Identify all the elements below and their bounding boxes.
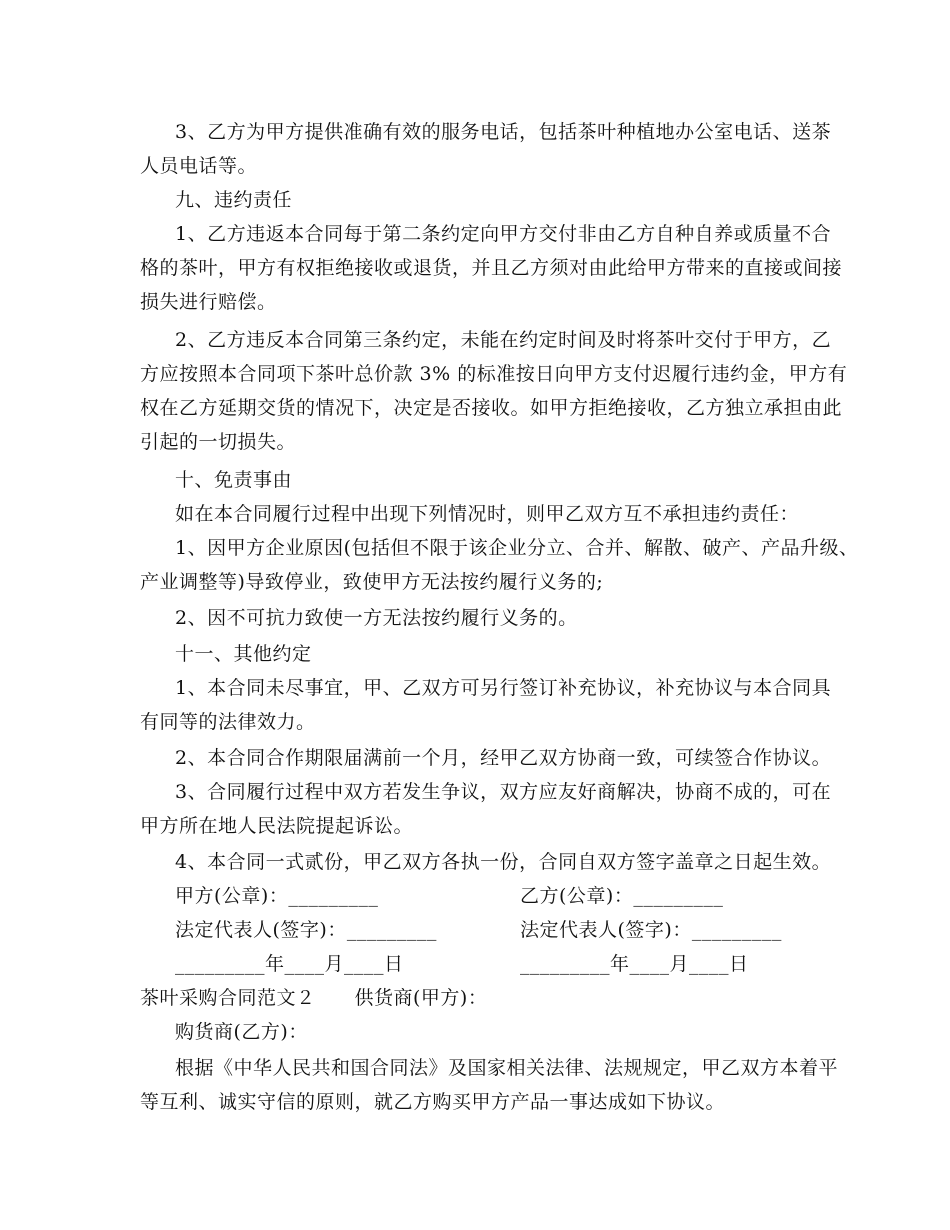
section-heading-10: 十、免责事由 bbox=[175, 469, 293, 491]
buyer-line: 购货商(乙方)： bbox=[175, 1021, 308, 1043]
paragraph-line: 3、合同履行过程中双方若发生争议，双方应友好商解决，协商不成的，可在 bbox=[175, 781, 832, 803]
party-a-seal: 甲方(公章)：_________ bbox=[175, 885, 379, 907]
paragraph-line: 有同等的法律效力。 bbox=[140, 711, 316, 733]
paragraph-line: 甲方所在地人民法院提起诉讼。 bbox=[140, 815, 414, 837]
paragraph-line: 2、本合同合作期限届满前一个月，经甲乙双方协商一致，可续签合作协议。 bbox=[175, 747, 832, 769]
section-heading-9: 九、违约责任 bbox=[175, 189, 293, 211]
paragraph-line: 1、因甲方企业原因(包括但不限于该企业分立、合并、解散、破产、产品升级、 bbox=[175, 537, 859, 559]
paragraph-line: 方应按照本合同项下茶叶总价款 3% 的标准按日向甲方支付迟履行违约金，甲方有 bbox=[140, 363, 848, 385]
party-b-seal: 乙方(公章)：_________ bbox=[520, 885, 724, 907]
second-contract-title: 茶叶采购合同范文２ 供货商(甲方)： bbox=[140, 987, 488, 1009]
party-a-representative: 法定代表人(签字)：_________ bbox=[175, 919, 437, 941]
paragraph-line: 格的茶叶，甲方有权拒绝接收或退货，并且乙方须对由此给甲方带来的直接或间接 bbox=[140, 257, 843, 279]
paragraph-line: 人员电话等。 bbox=[140, 155, 258, 177]
paragraph-line: 产业调整等)导致停业，致使甲方无法按约履行义务的; bbox=[140, 571, 604, 593]
paragraph-line: 权在乙方延期交货的情况下，决定是否接收。如甲方拒绝接收，乙方独立承担由此 bbox=[140, 397, 843, 419]
paragraph-line: 等互利、诚实守信的原则，就乙方购买甲方产品一事达成如下协议。 bbox=[140, 1091, 726, 1113]
party-b-date: _________年____月____日 bbox=[520, 953, 749, 975]
paragraph-line: 引起的一切损失。 bbox=[140, 431, 297, 453]
paragraph-line: 如在本合同履行过程中出现下列情况时，则甲乙双方互不承担违约责任： bbox=[175, 503, 800, 525]
paragraph-line: 1、本合同未尽事宜，甲、乙双方可另行签订补充协议，补充协议与本合同具 bbox=[175, 677, 832, 699]
paragraph-line: 损失进行赔偿。 bbox=[140, 291, 277, 313]
paragraph-line: 3、乙方为甲方提供准确有效的服务电话，包括茶叶种植地办公室电话、送茶 bbox=[175, 121, 832, 143]
party-b-representative: 法定代表人(签字)：_________ bbox=[520, 919, 782, 941]
paragraph-line: 4、本合同一式贰份，甲乙双方各执一份，合同自双方签字盖章之日起生效。 bbox=[175, 851, 832, 873]
paragraph-line: 2、因不可抗力致使一方无法按约履行义务的。 bbox=[175, 607, 578, 629]
paragraph-line: 1、乙方违返本合同每于第二条约定向甲方交付非由乙方自种自养或质量不合 bbox=[175, 223, 832, 245]
party-a-date: _________年____月____日 bbox=[175, 953, 404, 975]
paragraph-line: 2、乙方违反本合同第三条约定，未能在约定时间及时将茶叶交付于甲方，乙 bbox=[175, 329, 832, 351]
section-heading-11: 十一、其他约定 bbox=[175, 643, 312, 665]
paragraph-line: 根据《中华人民共和国合同法》及国家相关法律、法规规定，甲乙双方本着平 bbox=[175, 1057, 839, 1079]
